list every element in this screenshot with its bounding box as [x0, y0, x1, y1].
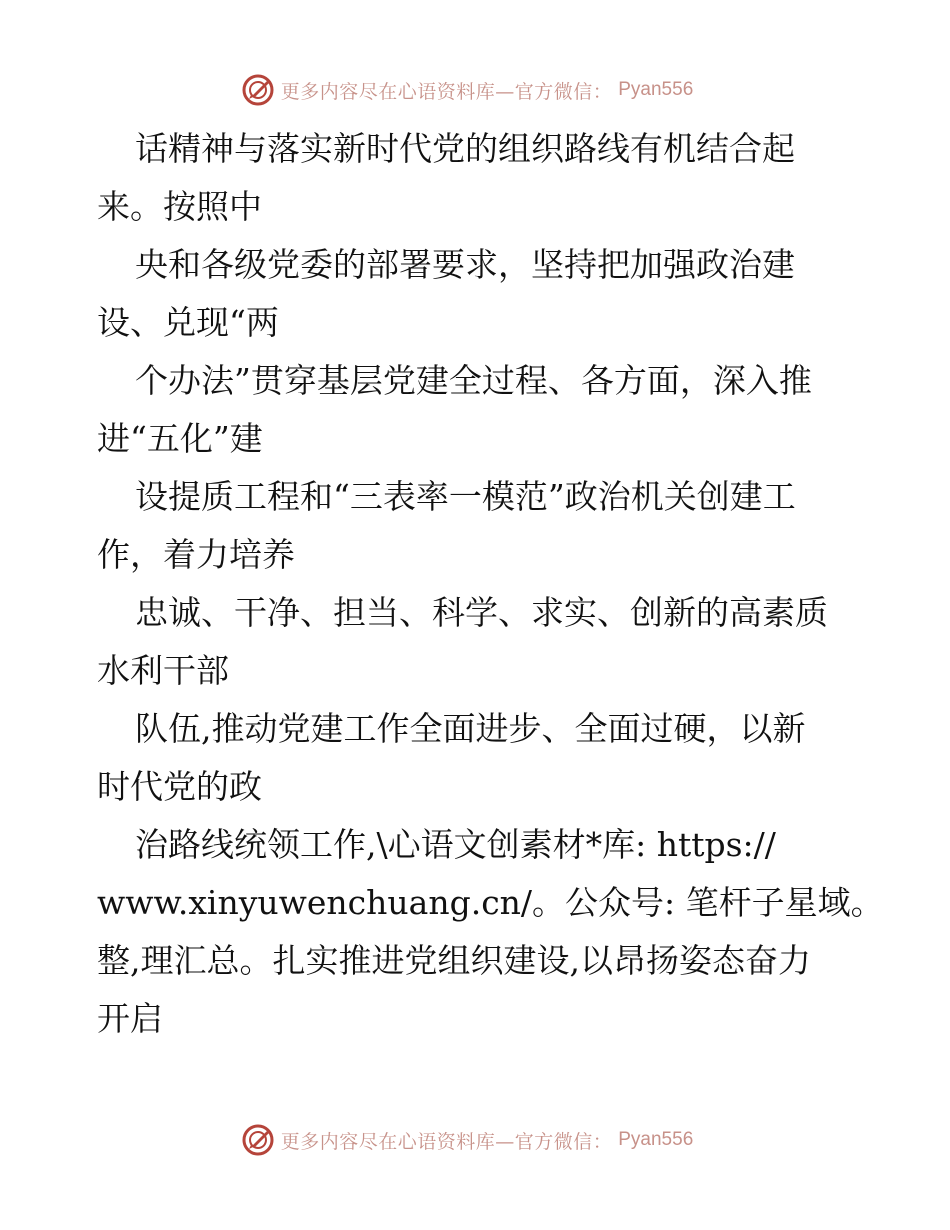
text-line: 来。按照中 — [97, 187, 262, 226]
text-line: 开启 — [97, 999, 163, 1038]
footer-banner-text: 更多内容尽在心语资料库—官方微信： — [280, 1130, 613, 1153]
text-line: 治路线统领工作,\心语文创素材*库: https:// — [135, 825, 776, 864]
text-line: 设、兑现“两 — [97, 303, 279, 342]
footer-banner — [0, 1120, 950, 1160]
header-banner-text: 更多内容尽在心语资料库—官方微信： — [280, 80, 613, 103]
text-line: 队伍,推动党建工作全面进步、全面过硬，以新 — [135, 709, 806, 748]
text-line: 个办法”贯穿基层党建全过程、各方面，深入推 — [135, 361, 812, 400]
document-body — [97, 120, 884, 1048]
text-line: 忠诚、干净、担当、科学、求实、创新的高素质 — [135, 593, 828, 632]
footer-banner-id: Pyan556 — [618, 1129, 694, 1150]
text-line: 话精神与落实新时代党的组织路线有机结合起 — [135, 129, 795, 168]
text-line: 作，着力培养 — [97, 535, 295, 574]
header-banner — [0, 70, 950, 110]
header-banner-id: Pyan556 — [618, 79, 694, 100]
logo-icon — [241, 73, 275, 107]
text-line: 设提质工程和“三表率一模范”政治机关创建工 — [135, 477, 796, 516]
logo-icon — [241, 1123, 275, 1157]
text-line: 央和各级党委的部署要求，坚持把加强政治建 — [135, 245, 795, 284]
text-line: 整,理汇总。扎实推进党组织建设,以昂扬姿态奋力 — [97, 941, 811, 980]
text-line: 水利干部 — [97, 651, 229, 690]
text-line: www.xinyuwenchuang.cn/。公众号: 笔杆子星域。 — [97, 883, 884, 922]
text-line: 进“五化”建 — [97, 419, 263, 458]
text-line: 时代党的政 — [97, 767, 262, 806]
